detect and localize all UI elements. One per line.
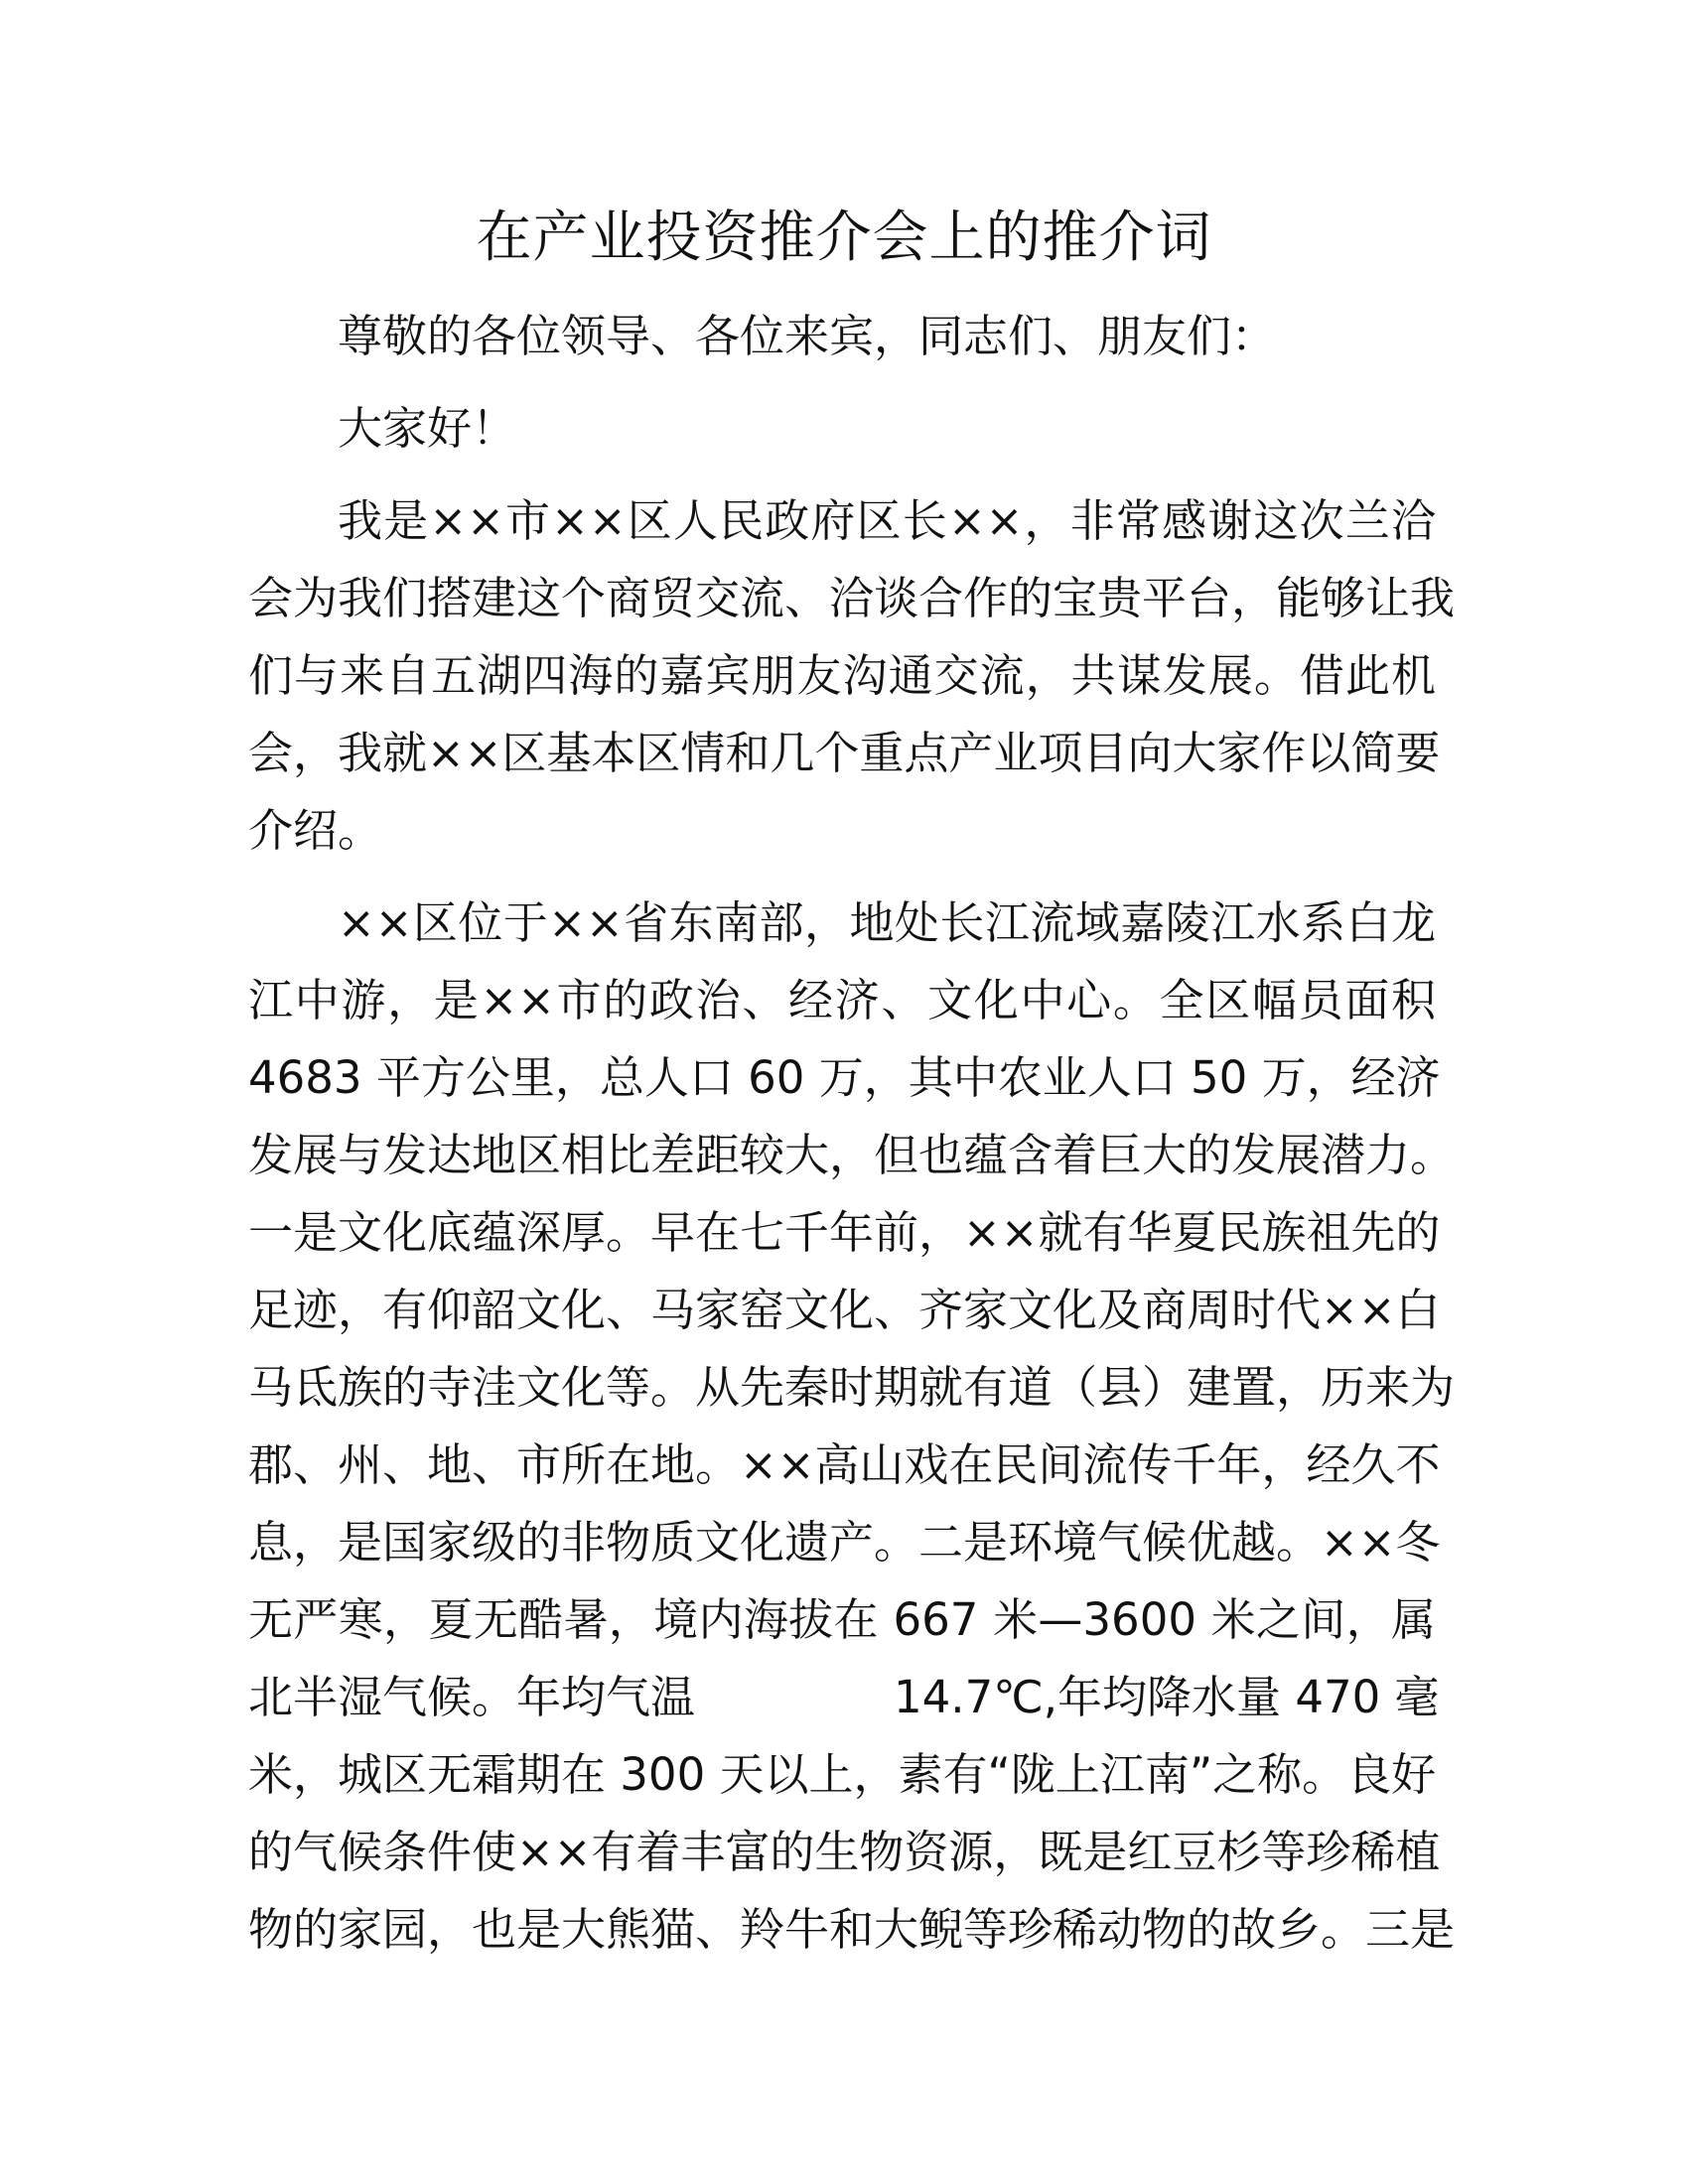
split-line-right: 14.7℃,年均降水量 470 毫 bbox=[894, 1671, 1440, 1723]
paragraph-line: 一是文化底蕴深厚。早在七千年前，××就有华夏民族祖先的 bbox=[248, 1206, 1441, 1259]
paragraph-line: 江中游，是××市的政治、经济、文化中心。全区幅员面积 bbox=[248, 974, 1436, 1026]
paragraph-line: 发展与发达地区相比差距较大，但也蕴含着巨大的发展潜力。 bbox=[248, 1129, 1456, 1181]
paragraph-line: 的气候条件使××有着丰富的生物资源，既是红豆杉等珍稀植 bbox=[248, 1826, 1441, 1878]
paragraph-line: 足迹，有仰韶文化、马家窑文化、齐家文化及商周时代××白 bbox=[248, 1284, 1441, 1336]
paragraph-line: 米，城区无霜期在 300 天以上，素有“陇上江南”之称。良好 bbox=[248, 1748, 1437, 1801]
paragraph-line: 4683 平方公里，总人口 60 万，其中农业人口 50 万，经济 bbox=[248, 1051, 1441, 1104]
split-line-left: 北半湿气候。年均气温 bbox=[248, 1671, 696, 1723]
paragraph-line: ××区位于××省东南部，地处长江流域嘉陵江水系白龙 bbox=[338, 896, 1436, 949]
paragraph-line: 马氐族的寺洼文化等。从先秦时期就有道（县）建置，历来为 bbox=[248, 1361, 1456, 1414]
salutation: 尊敬的各位领导、各位来宾，同志们、朋友们： bbox=[338, 310, 1277, 362]
paragraph-line: 息，是国家级的非物质文化遗产。二是环境气候优越。××冬 bbox=[248, 1516, 1441, 1569]
paragraph-line: 郡、州、地、市所在地。××高山戏在民间流传千年，经久不 bbox=[248, 1438, 1441, 1491]
paragraph-line: 会为我们搭建这个商贸交流、洽谈合作的宝贵平台，能够让我 bbox=[248, 572, 1456, 624]
paragraph-line: 无严寒，夏无酷暑，境内海拔在 667 米—3600 米之间，属 bbox=[248, 1593, 1436, 1646]
paragraph-line: 会，我就××区基本区情和几个重点产业项目向大家作以简要 bbox=[248, 727, 1441, 779]
paragraph-line: 们与来自五湖四海的嘉宾朋友沟通交流，共谋发展。借此机 bbox=[248, 649, 1436, 702]
paragraph-line: 我是××市××区人民政府区长××，非常感谢这次兰洽 bbox=[338, 494, 1436, 547]
paragraph-line: 物的家园，也是大熊猫、羚牛和大鲵等珍稀动物的故乡。三是 bbox=[248, 1903, 1456, 1956]
document-title: 在产业投资推介会上的推介词 bbox=[476, 205, 1212, 270]
greeting: 大家好！ bbox=[338, 402, 517, 455]
paragraph-line-split bbox=[248, 1659, 1440, 1736]
paragraph-line: 介绍。 bbox=[248, 804, 383, 857]
